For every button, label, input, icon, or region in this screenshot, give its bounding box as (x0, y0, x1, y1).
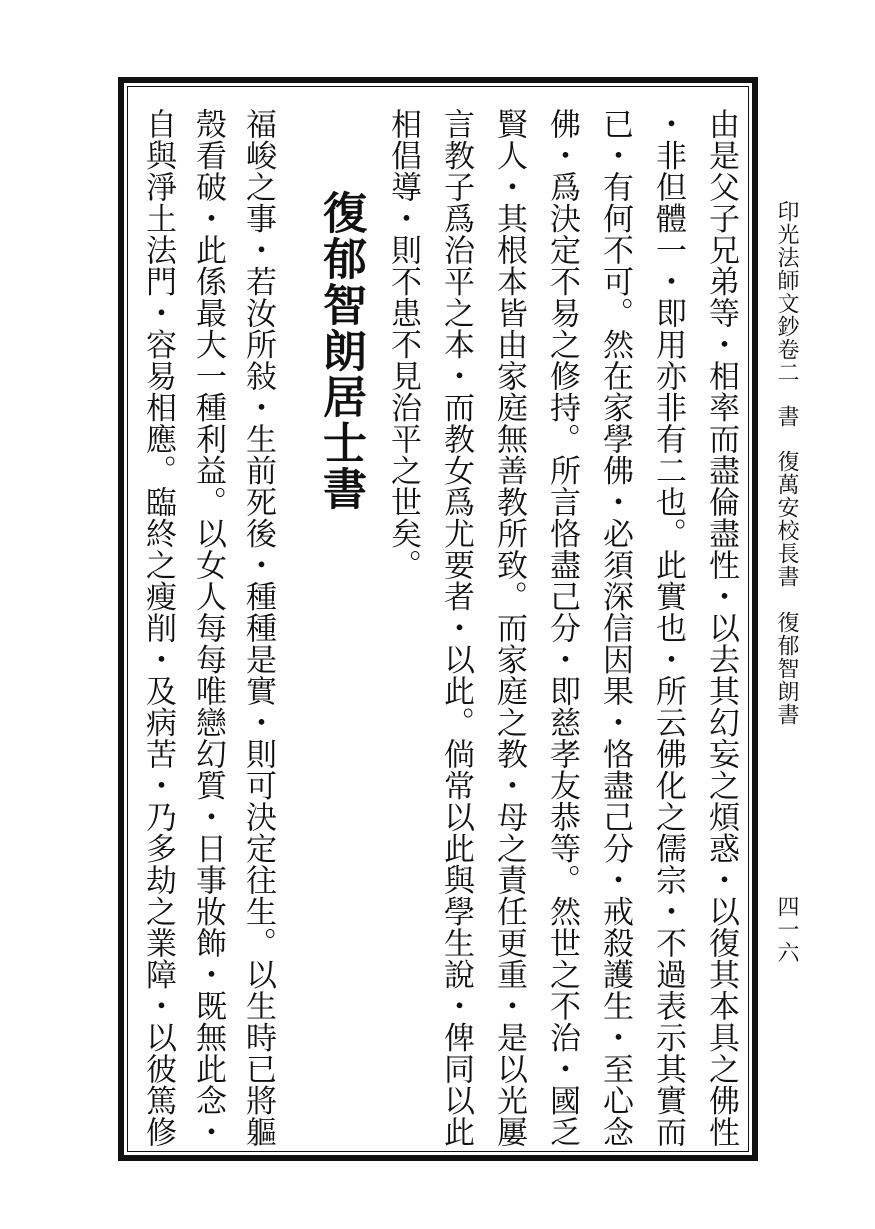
running-head-book-title: 印光法師文鈔卷二 (774, 200, 799, 384)
text-column-5: 賢人・其根本皆由家庭無善教所致。而家庭之教・母之責任更重・是以光屢 (491, 108, 527, 1148)
text-column-4: 佛・爲決定不易之修持。所言恪盡己分・即慈孝友恭等。然世之不治・國乏 (544, 108, 580, 1148)
page-number: 四一六 (774, 895, 799, 964)
text-column-2: ・非但體一・即用亦非有二也。此實也・所云佛化之儒宗・不過表示其實而 (650, 108, 686, 1148)
text-column-6: 言教子爲治平之本・而教女爲尤要者・以此。倘常以此與學生說・俾同以此 (438, 108, 474, 1148)
text-column-7: 相倡導・則不患不見治平之世矣。 (385, 108, 421, 581)
text-column-10: 自與淨土法門・容易相應。臨終之瘦削・及病苦・乃多劫之業障・以彼篤修 (140, 108, 176, 1148)
text-column-9: 殼看破・此係最大一種利益。以女人每每唯戀幻質・日事妝飾・既無此念・ (190, 108, 226, 1148)
letter-title: 復郁智朗居士書 (315, 190, 366, 512)
running-head-letter-titles: 復萬安校長書 復郁智朗書 (774, 450, 799, 726)
text-column-1: 由是父子兄弟等・相率而盡倫盡性・以去其幻妄之煩惑・以復其本具之佛性 (703, 108, 739, 1148)
running-head-section: 書 (774, 405, 799, 428)
text-column-8: 福峻之事・若汝所敍・生前死後・種種是實・則可決定往生。以生時已將軀 (240, 108, 276, 1148)
text-column-3: 已・有何不可。然在家學佛・必須深信因果・恪盡己分・戒殺護生・至心念 (597, 108, 633, 1148)
